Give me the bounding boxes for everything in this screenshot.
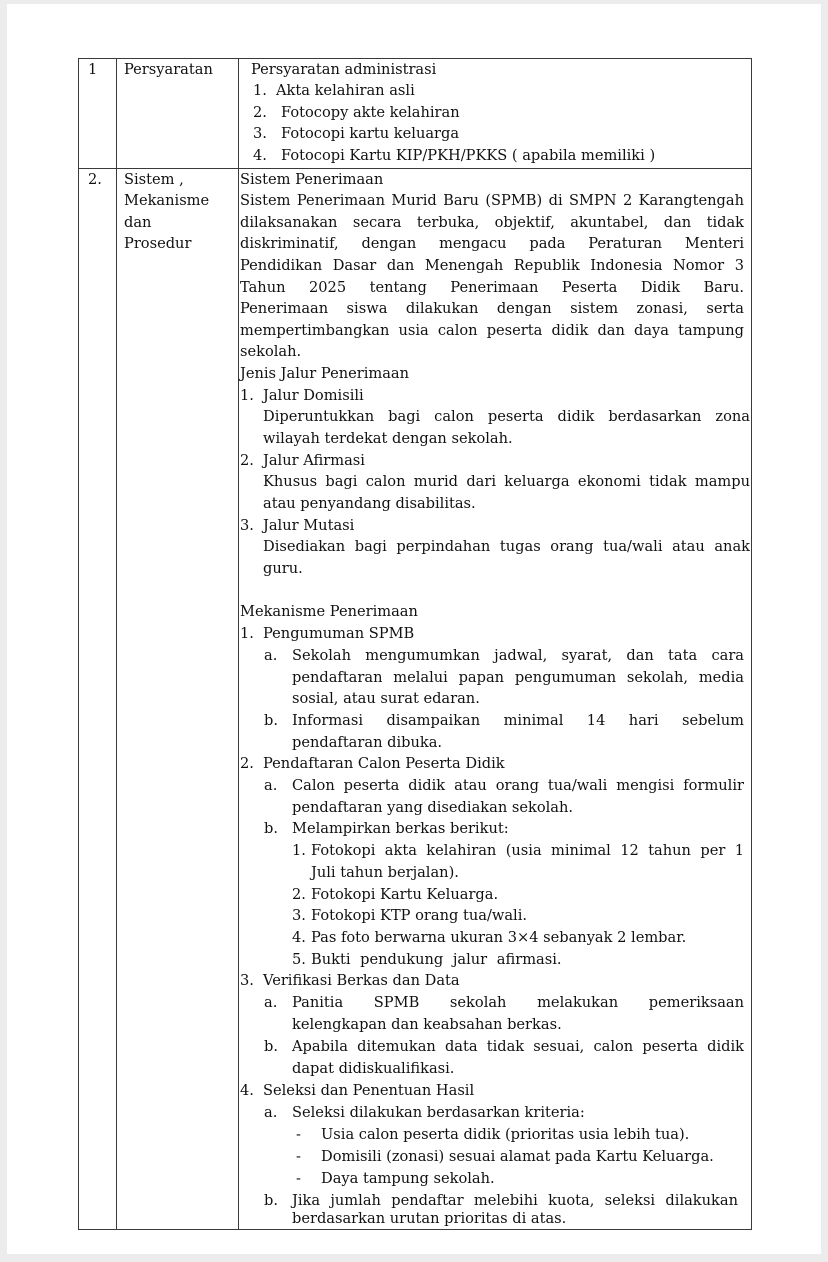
sub-item-line: sosial, atau surat edaran.	[292, 690, 480, 707]
jalur-desc-line: wilayah terdekat dengan sekolah.	[263, 430, 513, 447]
sub-item-line: pendaftaran melalui papan pengumuman sekolah, media	[292, 669, 744, 686]
paragraph-line: Pendidikan Dasar dan Menengah Republik Indonesia Nomor 3	[240, 257, 744, 274]
jalur-desc-line: Khusus bagi calon murid dari keluarga ekonomi tidak mampu	[263, 473, 750, 490]
file-number: 5.	[292, 951, 306, 968]
list-item: Fotocopi kartu keluarga	[281, 125, 460, 142]
sub-item-label: b.	[264, 820, 278, 837]
sub-item-line: pendaftaran yang disediakan sekolah.	[292, 799, 574, 816]
sub-item-label: a.	[264, 777, 278, 794]
row-2-title-line: dan	[124, 214, 152, 231]
file-number: 2.	[292, 886, 306, 903]
jalur-title: Jalur Domisili	[263, 387, 364, 404]
row-1-number: 1	[88, 61, 98, 78]
list-item-number: 1.	[253, 82, 267, 99]
sub-item-line: Seleksi dilakukan berdasarkan kriteria:	[292, 1104, 585, 1121]
row-1-title: Persyaratan	[124, 61, 213, 78]
step-title: Verifikasi Berkas dan Data	[263, 972, 460, 989]
file-number: 1.	[292, 842, 306, 859]
paragraph-line: diskriminatif, dengan mengacu pada Peraturan Menteri	[240, 235, 744, 252]
file-number: 4.	[292, 929, 306, 946]
jalur-number: 1.	[240, 387, 254, 404]
criteria-item: Daya tampung sekolah.	[321, 1170, 495, 1187]
row-2-title-line: Prosedur	[124, 235, 192, 252]
step-number: 1.	[240, 625, 254, 642]
jalur-desc-line: Disediakan bagi perpindahan tugas orang tua/wali atau anak	[263, 538, 750, 555]
criteria-item: Usia calon peserta didik (prioritas usia lebih tua).	[321, 1126, 690, 1143]
paragraph-line: mempertimbangkan usia calon peserta didik dan daya tampung	[240, 322, 744, 339]
criteria-item: Domisili (zonasi) sesuai alamat pada Kartu Keluarga.	[321, 1148, 714, 1165]
jalur-desc-line: Diperuntukkan bagi calon peserta didik berdasarkan zona	[263, 408, 750, 425]
criteria-bullet: -	[296, 1148, 301, 1165]
step-title: Pengumuman SPMB	[263, 625, 415, 642]
section-heading-mekanisme: Mekanisme Penerimaan	[240, 603, 418, 620]
sub-item-label: b.	[264, 1192, 278, 1209]
row-2-number: 2.	[88, 171, 102, 188]
jalur-desc-line: guru.	[263, 560, 303, 577]
criteria-bullet: -	[296, 1170, 301, 1187]
paragraph-line: sekolah.	[240, 343, 302, 360]
jalur-number: 3.	[240, 517, 254, 534]
sub-item-line: Informasi disampaikan minimal 14 hari sebelum	[292, 712, 744, 729]
criteria-bullet: -	[296, 1126, 301, 1143]
step-title: Pendaftaran Calon Peserta Didik	[263, 755, 505, 772]
file-line: Fotokopi KTP orang tua/wali.	[311, 907, 528, 924]
file-line: Fotokopi Kartu Keluarga.	[311, 886, 499, 903]
jalur-title: Jalur Mutasi	[263, 517, 355, 534]
list-item: Fotocopy akte kelahiran	[281, 104, 460, 121]
sub-item-line: berdasarkan urutan prioritas di atas.	[292, 1210, 567, 1227]
sub-item-label: b.	[264, 712, 278, 729]
paragraph-line: Penerimaan siswa dilakukan dengan sistem zonasi, serta	[240, 300, 744, 317]
sub-item-line: Sekolah mengumumkan jadwal, syarat, dan tata cara	[292, 647, 744, 664]
list-item-number: 4.	[253, 147, 267, 164]
row-2-title-line: Sistem ,	[124, 171, 184, 188]
file-line: Fotokopi akta kelahiran (usia minimal 12 tahun per 1	[311, 842, 744, 859]
list-item: Akta kelahiran asli	[276, 82, 415, 99]
step-number: 3.	[240, 972, 254, 989]
sub-item-line: Apabila ditemukan data tidak sesuai, calon peserta didik	[292, 1038, 744, 1055]
sub-item-line: Jika jumlah pendaftar melebihi kuota, seleksi dilakukan	[292, 1192, 738, 1209]
paragraph-line: dilaksanakan secara terbuka, objektif, akuntabel, dan tidak	[240, 214, 744, 231]
sub-item-label: b.	[264, 1038, 278, 1055]
sub-item-label: a.	[264, 1104, 278, 1121]
sub-item-line: pendaftaran dibuka.	[292, 734, 443, 751]
sub-item-label: a.	[264, 994, 278, 1011]
file-line: Juli tahun berjalan).	[311, 864, 459, 881]
list-item-number: 2.	[253, 104, 267, 121]
sub-item-line: kelengkapan dan keabsahan berkas.	[292, 1016, 562, 1033]
file-number: 3.	[292, 907, 306, 924]
row-2-title-line: Mekanisme	[124, 192, 210, 209]
list-item: Fotocopi Kartu KIP/PKH/PKKS ( apabila memiliki )	[281, 147, 656, 164]
sub-item-line: dapat didiskualifikasi.	[292, 1060, 455, 1077]
sub-item-line: Panitia SPMB sekolah melakukan pemeriksaan	[292, 994, 744, 1011]
sub-item-line: Calon peserta didik atau orang tua/wali mengisi formulir	[292, 777, 744, 794]
file-line: Bukti pendukung jalur afirmasi.	[311, 951, 562, 968]
jalur-title: Jalur Afirmasi	[263, 452, 365, 469]
step-number: 2.	[240, 755, 254, 772]
step-number: 4.	[240, 1082, 254, 1099]
section-heading-jalur: Jenis Jalur Penerimaan	[240, 365, 410, 382]
sub-item-line: Melampirkan berkas berikut:	[292, 820, 509, 837]
paragraph-line: Sistem Penerimaan Murid Baru (SPMB) di SMPN 2 Karangtengah	[240, 192, 744, 209]
jalur-number: 2.	[240, 452, 254, 469]
jalur-desc-line: atau penyandang disabilitas.	[263, 495, 476, 512]
sub-item-label: a.	[264, 647, 278, 664]
list-item-number: 3.	[253, 125, 267, 142]
requirements-heading: Persyaratan administrasi	[251, 61, 437, 78]
paragraph-line: Tahun 2025 tentang Penerimaan Peserta Didik Baru.	[240, 279, 744, 296]
file-line: Pas foto berwarna ukuran 3×4 sebanyak 2 lembar.	[311, 929, 687, 946]
step-title: Seleksi dan Penentuan Hasil	[263, 1082, 475, 1099]
section-heading-sistem: Sistem Penerimaan	[240, 171, 384, 188]
